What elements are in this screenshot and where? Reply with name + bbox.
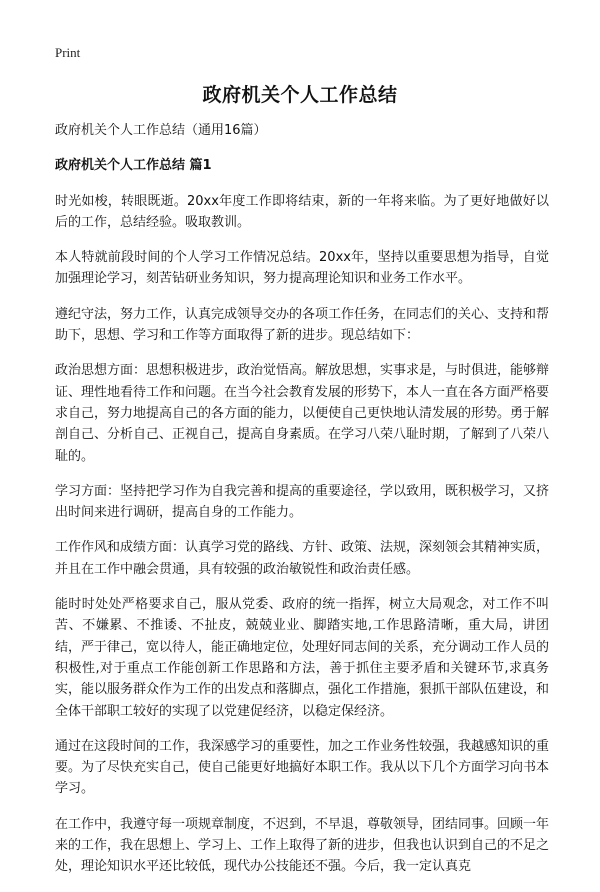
body-paragraph: 在工作中，我遵守每一项规章制度，不迟到，不早退，尊敬领导，团结同事。回顾一年来的工作，我在思想上、学习上、工作上取得了新的进步，但我也认识到自己的不足之处，理论知识水平还比较低，现代办公技能还不强。今后，我一定认真克 <box>55 816 550 875</box>
body-paragraph: 时光如梭，转眼既逝。20xx年度工作即将结束，新的一年将来临。为了更好地做好以后的工作，总结经验。吸取教训。 <box>55 193 549 230</box>
body-paragraph: 政治思想方面：思想积极进步，政治觉悟高。解放思想，实事求是，与时俱进，能够辩证、理性地看待工作和问题。在当今社会教育发展的形势下，本人一直在各方面严格要求自己，努力地提高自己的各方面的能力，以便使自己更快地认清发展的形势。勇于解剖自己、分析自己、正视自己，提高自身素质。在学习八荣八耻时期，了解到了八荣八耻的。 <box>55 363 550 464</box>
document-body <box>55 120 549 892</box>
body-paragraph: 能时时处处严格要求自己，服从党委、政府的统一指挥，树立大局观念，对工作不叫苦、不嫌累、不推诿、不扯皮，兢兢业业、脚踏实地,工作思路清晰，重大局，讲团结，严于律己，宽以待人，能正确地定位，处理好同志间的关系，充分调动工作人员的积极性,对于重点工作能创新工作思路和方法，善于抓住主要矛盾和关键环节,求真务实，能以服务群众作为工作的出发点和落脚点，强化工作措施，狠抓干部队伍建设，和全体干部职工较好的实现了以党建促经济，以稳定保经济。 <box>55 597 550 719</box>
body-paragraph: 本人特就前段时间的个人学习工作情况总结。20xx年，坚持以重要思想为指导，自觉加强理论学习，刻苦钻研业务知识，努力提高理论知识和业务工作水平。 <box>55 250 549 287</box>
page-title: 政府机关个人工作总结 <box>202 84 398 106</box>
document-subtitle: 政府机关个人工作总结（通用16篇） <box>55 123 267 138</box>
section-heading: 政府机关个人工作总结 篇1 <box>55 158 212 174</box>
body-paragraph: 学习方面：坚持把学习作为自我完善和提高的重要途径，学以致用，既积极学习，又挤出时间来进行调研，提高自身的工作能力。 <box>55 483 550 521</box>
print-link[interactable]: Print <box>55 45 81 60</box>
body-paragraph: 遵纪守法，努力工作，认真完成领导交办的各项工作任务，在同志们的关心、支持和帮助下，思想、学习和工作等方面取得了新的进步。现总结如下： <box>55 306 550 344</box>
body-paragraph: 通过在这段时间的工作，我深感学习的重要性，加之工作业务性较强，我越感知识的重要。为了尽快充实自己，使自己能更好地搞好本职工作。我从以下几个方面学习向书本学习。 <box>55 738 550 797</box>
body-paragraph: 工作作风和成绩方面：认真学习党的路线、方针、政策、法规，深刻领会其精神实质，并且在工作中融会贯通，具有较强的政治敏锐性和政治责任感。 <box>55 540 550 577</box>
